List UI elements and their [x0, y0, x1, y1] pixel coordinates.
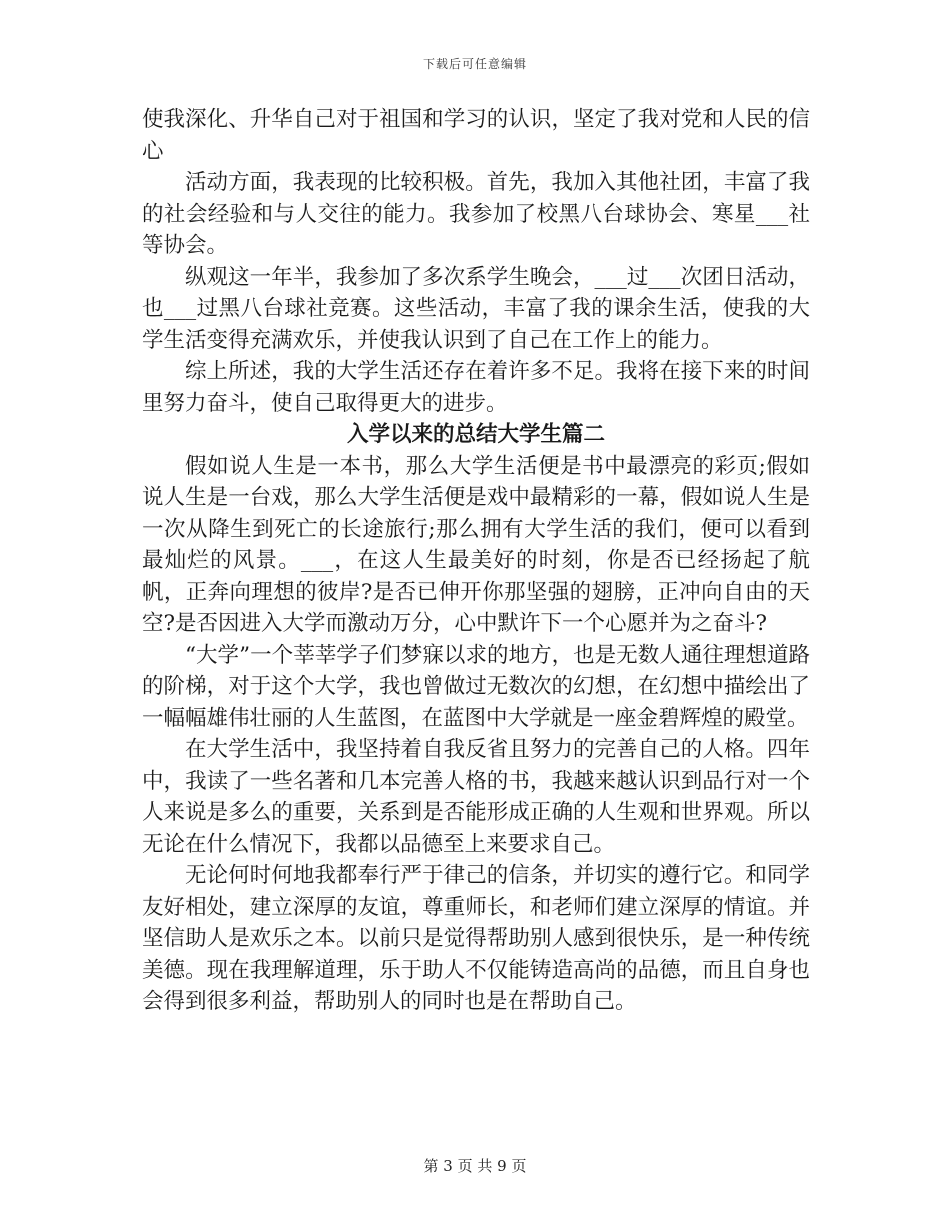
paragraph: 纵观这一年半，我参加了多次系学生晚会，___过___次团日活动，也___过黑八台球社竞赛。这些活动，丰富了我的课余生活，使我的大学生活变得充满欢乐，并使我认识到了自己在工作上的能力。: [142, 264, 810, 353]
paragraph: 无论何时何地我都奉行严于律己的信条，并切实的遵行它。和同学友好相处，建立深厚的友谊，尊重师长，和老师们建立深厚的情谊。并坚信助人是欢乐之本。以前只是觉得帮助别人感到很快乐，是一种传统美德。现在我理解道理，乐于助人不仅能铸造高尚的品德，而且自身也会得到很多利益，帮助别人的同时也是在帮助自己。: [142, 863, 810, 1014]
paragraph: “大学”一个莘莘学子们梦寐以求的地方，也是无数人通往理想道路的阶梯，对于这个大学，我也曾做过无数次的幻想，在幻想中描绘出了一幅幅雄伟壮丽的人生蓝图，在蓝图中大学就是一座金碧辉煌的殿堂。: [142, 642, 810, 731]
section-title: 入学以来的总结大学生篇二: [346, 422, 605, 447]
paragraph: 综上所述，我的大学生活还存在着许多不足。我将在接下来的时间里努力奋斗，使自己取得更大的进步。: [142, 359, 810, 416]
paragraph-continued: 使我深化、升华自己对于祖国和学习的认识，坚定了我对党和人民的信心: [142, 107, 810, 164]
page-number: 第 3 页 共 9 页: [423, 1157, 527, 1175]
document-body: [142, 104, 810, 1018]
paragraph: 假如说人生是一本书，那么大学生活便是书中最漂亮的彩页;假如说人生是一台戏，那么大学生活便是戏中最精彩的一幕，假如说人生是一次从降生到死亡的长途旅行;那么拥有大学生活的我们，便可以看到最灿烂的风景。___，在这人生最美好的时刻，你是否已经扬起了航帆，正奔向理想的彼岸?是否已伸开你那坚强的翅膀，正冲向自由的天空?是否因进入大学而激动万分，心中默许下一个心愿并为之奋斗?: [142, 453, 810, 636]
paragraph: 活动方面，我表现的比较积极。首先，我加入其他社团，丰富了我的社会经验和与人交往的能力。我参加了校黑八台球协会、寒星___社等协会。: [142, 170, 810, 258]
paragraph: 在大学生活中，我坚持着自我反省且努力的完善自己的人格。四年中，我读了一些名著和几本完善人格的书，我越来越认识到品行对一个人来说是多么的重要，关系到是否能形成正确的人生观和世界观。所以无论在什么情况下，我都以品德至上来要求自己。: [142, 737, 810, 857]
header-note: 下载后可任意编辑: [422, 57, 527, 71]
